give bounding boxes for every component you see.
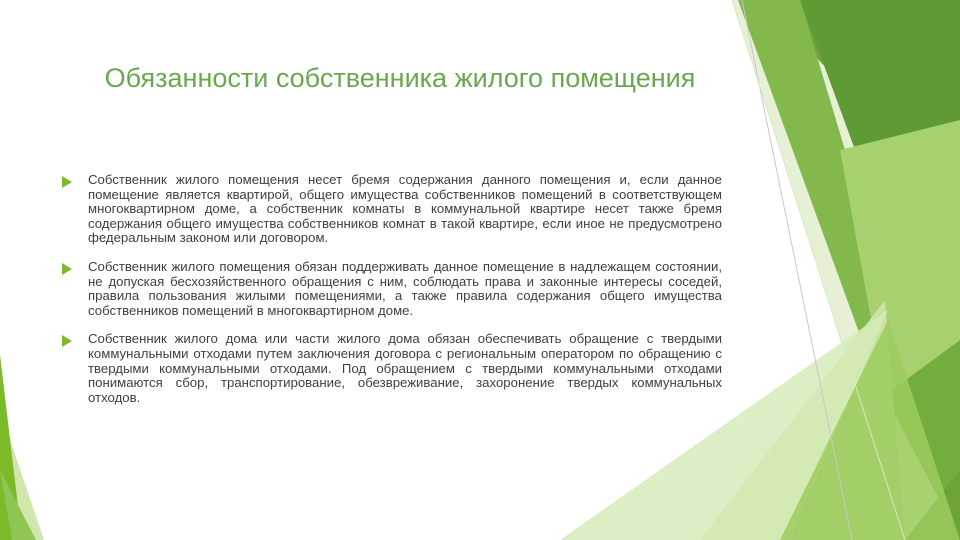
list-item [62, 260, 722, 318]
list-item [62, 332, 722, 405]
triangle-bullet-icon [62, 335, 72, 347]
triangle-bullet-icon [62, 263, 72, 275]
slide-title: Обязанности собственника жилого помещения [104, 63, 696, 93]
bullet-text: Собственник жилого помещения обязан поддерживать данное помещение в надлежащем состоянии, не допуская бесхозяйственного обращения с ним, соблюдать права и законные интересы соседей, правила пользования жилыми помещениями, а также правила содержания общего имущества собственников помещений в многоквартирном доме. [88, 258, 722, 318]
bullet-list [62, 173, 722, 419]
triangle-bullet-icon [62, 176, 72, 188]
bullet-text: Собственник жилого дома или части жилого дома обязан обеспечивать обращение с твердыми коммунальными отходами путем заключения договора с региональным оператором по обращению с твердыми коммунальными отходами. Под обращением с твердыми коммунальными отходами понимаются сбор, транспортирование, обезвреживание, захоронение твердых коммунальных отходов. [88, 331, 722, 405]
list-item [62, 173, 722, 246]
bullet-text: Собственник жилого помещения несет бремя содержания данного помещения и, если данное помещение является квартирой, общего имущества собственников помещений в соответствующем многоквартирном доме, а собственник комнаты в коммунальной квартире несет также бремя содержания общего имущества собственников комнат в такой квартире, если иное не предусмотрено федеральным законом или договором. [88, 172, 722, 246]
